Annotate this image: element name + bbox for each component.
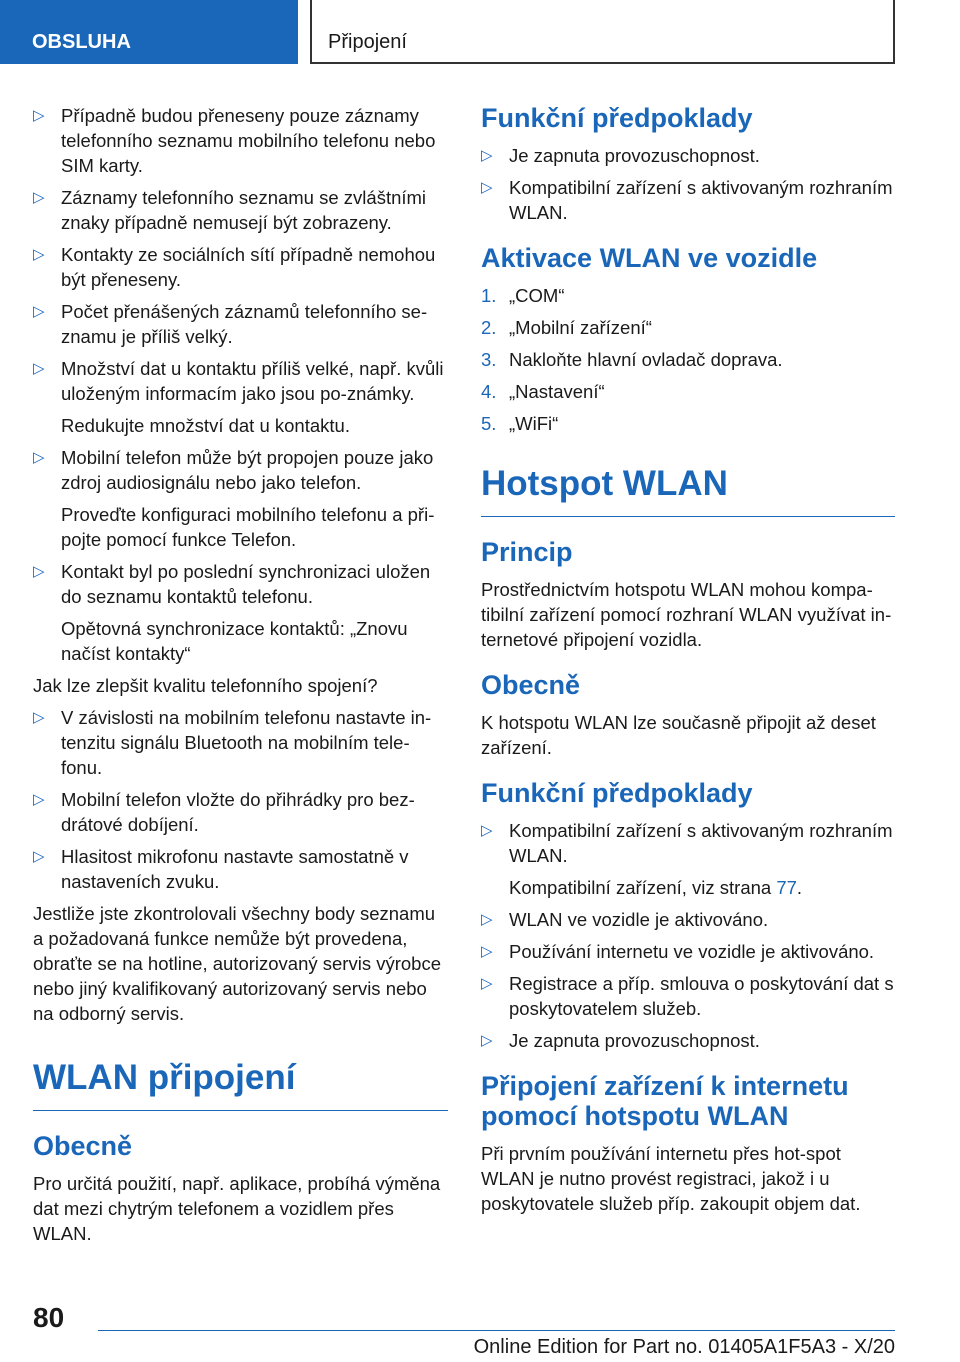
step-item	[481, 315, 895, 340]
list-item	[33, 299, 448, 349]
step-text: „COM“	[509, 285, 565, 306]
general-text: Pro určitá použití, např. aplikace, probíhá výměna dat mezi chytrým telefonem a vozidlem přes WLAN.	[33, 1173, 441, 1244]
list-item-text: V závislosti na mobilním telefonu nastavte in-tenzitu signálu Bluetooth na mobilním tele-fonu.	[61, 707, 432, 778]
connect-heading: Připojení zařízení k internetu pomocí hotspotu WLAN	[481, 1071, 849, 1131]
list-item-text: Kontakt byl po poslední synchronizaci uložen do seznamu kontaktů telefonu.	[61, 561, 431, 607]
step-number: 3.	[481, 349, 497, 370]
step-number: 4.	[481, 381, 497, 402]
list-item	[481, 971, 895, 1021]
general-text-right: K hotspotu WLAN lze současně připojit až deset zařízení.	[481, 712, 876, 758]
closing-text: Jestliže jste zkontrolovali všechny body seznamu a požadovaná funkce nemůže být provedena, obraťte se na hotline, autorizovaný servis výrobce nebo jiný kvalifikovaný autorizovaný servis nebo na odborný servis.	[33, 903, 441, 1024]
bullet-triangle-icon: ▷	[33, 791, 45, 808]
right-column	[481, 103, 895, 1223]
step-item	[481, 379, 895, 404]
list-item	[481, 143, 895, 168]
step-text: „Mobilní zařízení“	[509, 317, 652, 338]
list-item-sub: Proveďte konfiguraci mobilního telefonu a při-pojte pomocí funkce Telefon.	[61, 504, 435, 550]
bullet-triangle-icon: ▷	[33, 189, 45, 206]
bullet-triangle-icon: ▷	[33, 360, 45, 377]
requirements-heading: Funkční předpoklady	[481, 103, 753, 133]
requirements2-heading: Funkční předpoklady	[481, 778, 753, 808]
bullet-triangle-icon: ▷	[481, 975, 493, 992]
bullet-triangle-icon: ▷	[33, 246, 45, 263]
general-heading: Obecně	[33, 1131, 133, 1161]
bullet-triangle-icon: ▷	[33, 303, 45, 320]
list-item	[481, 907, 895, 932]
list-item-text: Používání internetu ve vozidle je aktivováno.	[509, 941, 875, 962]
step-text: „WiFi“	[509, 413, 559, 434]
step-number: 5.	[481, 413, 497, 434]
page-link[interactable]: 77	[776, 877, 797, 898]
list-item-text: WLAN ve vozidle je aktivováno.	[509, 909, 769, 930]
list-item-text: Kontakty ze sociálních sítí případně nemohou být přeneseny.	[61, 244, 436, 290]
quality-list	[33, 705, 448, 894]
bullet-triangle-icon: ▷	[481, 147, 493, 164]
bullet-triangle-icon: ▷	[481, 1032, 493, 1049]
list-item-text: Registrace a příp. smlouva o poskytování dat s poskytovatelem služeb.	[509, 973, 894, 1019]
list-item	[33, 559, 448, 609]
list-item	[33, 185, 448, 235]
hotspot-heading: Hotspot WLAN	[481, 464, 895, 517]
page-ref-text: Kompatibilní zařízení, viz strana	[509, 877, 772, 898]
list-item	[33, 445, 448, 495]
principle-text: Prostřednictvím hotspotu WLAN mohou kompa-tibilní zařízení pomocí rozhraní WLAN využívat in-ternetové připojení vozidla.	[481, 579, 892, 650]
list-item-text: Mobilní telefon může být propojen pouze jako zdroj audiosignálu nebo jako telefon.	[61, 447, 434, 493]
requirements-list	[481, 143, 895, 225]
list-item-text: Kompatibilní zařízení s aktivovaným rozhraním WLAN.	[509, 820, 893, 866]
wlan-heading: WLAN připojení	[33, 1058, 448, 1111]
list-item	[481, 1028, 895, 1053]
list-item	[33, 705, 448, 780]
requirements2-list	[481, 907, 895, 1053]
step-item	[481, 411, 895, 436]
list-item-text: Případně budou přeneseny pouze záznamy telefonního seznamu mobilního telefonu nebo SIM karty.	[61, 105, 436, 176]
bullet-triangle-icon: ▷	[481, 822, 493, 839]
section-tab: OBSLUHA	[0, 0, 298, 64]
footer-edition: Online Edition for Part no. 01405A1F5A3 - X/20	[473, 1336, 895, 1358]
bullet-triangle-icon: ▷	[481, 943, 493, 960]
list-item	[33, 242, 448, 292]
chapter-title: Připojení	[310, 0, 895, 64]
list-item	[33, 356, 448, 406]
list-item-sub: Redukujte množství dat u kontaktu.	[61, 415, 350, 436]
list-item-text: Záznamy telefonního seznamu se zvláštními znaky případně nemusejí být zobrazeny.	[61, 187, 427, 233]
list-item-text: Počet přenášených záznamů telefonního se-znamu je příliš velký.	[61, 301, 428, 347]
list-item-text: Je zapnuta provozuschopnost.	[509, 145, 760, 166]
page-number: 80	[33, 1302, 65, 1333]
general-heading-right: Obecně	[481, 670, 581, 700]
step-item	[481, 283, 895, 308]
bullet-triangle-icon: ▷	[33, 848, 45, 865]
bullet-triangle-icon: ▷	[33, 563, 45, 580]
step-item	[481, 347, 895, 372]
list-item	[33, 103, 448, 178]
list-item-sub: Kompatibilní zařízení, viz strana 77.	[509, 877, 803, 898]
connect-text: Při prvním používání internetu přes hot-spot WLAN je nutno provést registraci, jakož i u poskytovatele služeb příp. zakoupit objem dat.	[481, 1143, 861, 1214]
list-item-text: Množství dat u kontaktu příliš velké, např. kvůli uloženým informacím jako jsou po-známky.	[61, 358, 444, 404]
step-text: Nakloňte hlavní ovladač doprava.	[509, 349, 783, 370]
step-number: 1.	[481, 285, 497, 306]
principle-heading: Princip	[481, 537, 573, 567]
step-number: 2.	[481, 317, 497, 338]
bullet-triangle-icon: ▷	[33, 107, 45, 124]
left-column	[33, 103, 448, 1253]
question-text: Jak lze zlepšit kvalitu telefonního spojení?	[33, 675, 378, 696]
activation-heading: Aktivace WLAN ve vozidle	[481, 243, 818, 273]
list-item	[33, 787, 448, 837]
list-item-text: Hlasitost mikrofonu nastavte samostatně v nastaveních zvuku.	[61, 846, 409, 892]
activation-steps	[481, 283, 895, 436]
bullet-triangle-icon: ▷	[481, 179, 493, 196]
list-item-text: Kompatibilní zařízení s aktivovaným rozhraním WLAN.	[509, 177, 893, 223]
list-item-sub: Opětovná synchronizace kontaktů: „Znovu načíst kontakty“	[61, 618, 408, 664]
bullet-triangle-icon: ▷	[33, 449, 45, 466]
list-item-text: Je zapnuta provozuschopnost.	[509, 1030, 760, 1051]
list-item	[481, 818, 895, 868]
list-item-text: Mobilní telefon vložte do přihrádky pro bez-drátové dobíjení.	[61, 789, 415, 835]
footer-divider	[98, 1330, 895, 1331]
bullet-triangle-icon: ▷	[33, 709, 45, 726]
list-item	[481, 175, 895, 225]
bullet-triangle-icon: ▷	[481, 911, 493, 928]
list-item	[33, 844, 448, 894]
list-item	[481, 939, 895, 964]
trouble-list	[33, 103, 448, 666]
step-text: „Nastavení“	[509, 381, 605, 402]
